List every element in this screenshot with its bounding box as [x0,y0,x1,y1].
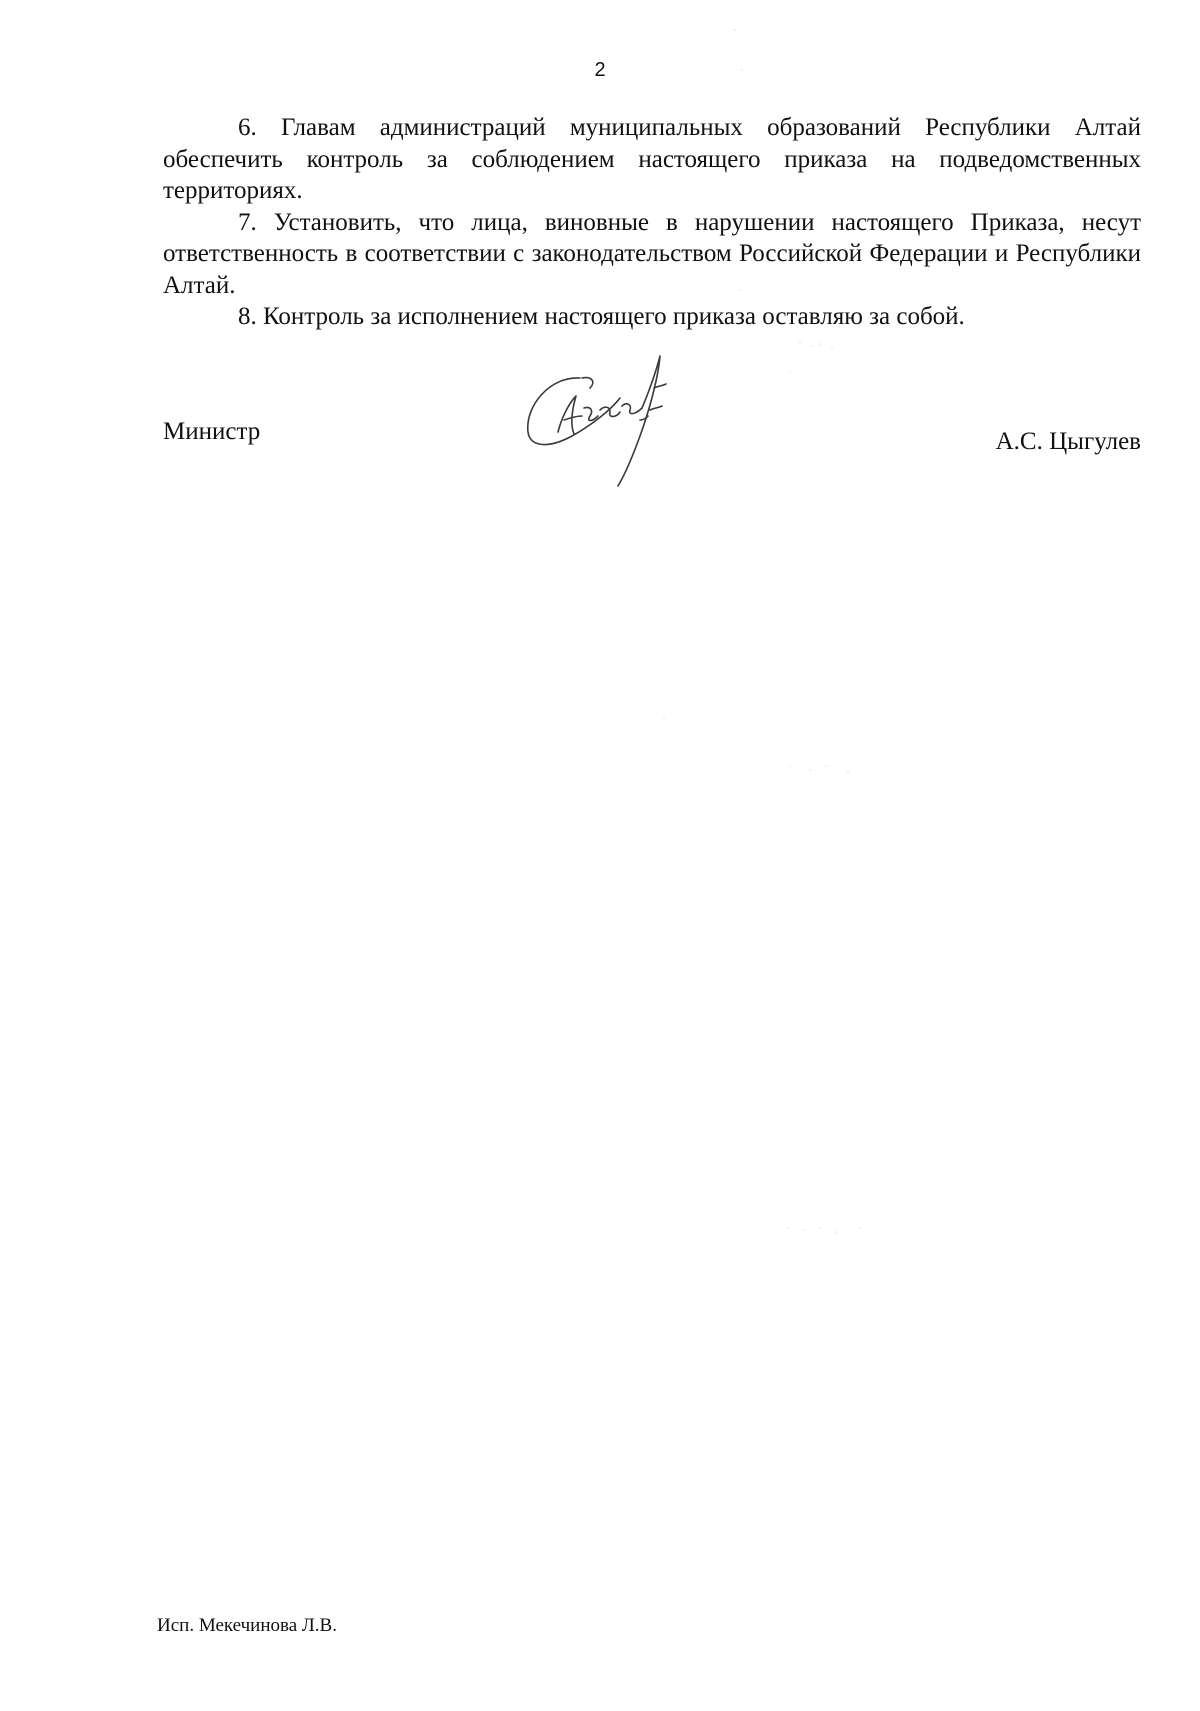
executor-note: Исп. Мекечинова Л.В. [157,1615,337,1636]
signature-title: Министр [163,418,261,445]
document-body [163,112,1141,333]
paragraph-8: 8. Контроль за исполнением настоящего приказа оставляю за собой. [238,303,965,330]
page-number: 2 [594,59,606,81]
paragraph-6: 6. Главам администраций муниципальных образований Республики Алтай обеспечить контроль за соблюдением настоящего приказа на подведомственных территориях. [163,114,1141,204]
signature-name: А.С. Цыгулев [995,428,1141,455]
handwritten-signature [520,336,720,496]
paragraph-7: 7. Установить, что лица, виновные в нарушении настоящего Приказа, несут ответственность в соответствии с законодательством Российской Федерации и Республики Алтай. [163,208,1141,299]
